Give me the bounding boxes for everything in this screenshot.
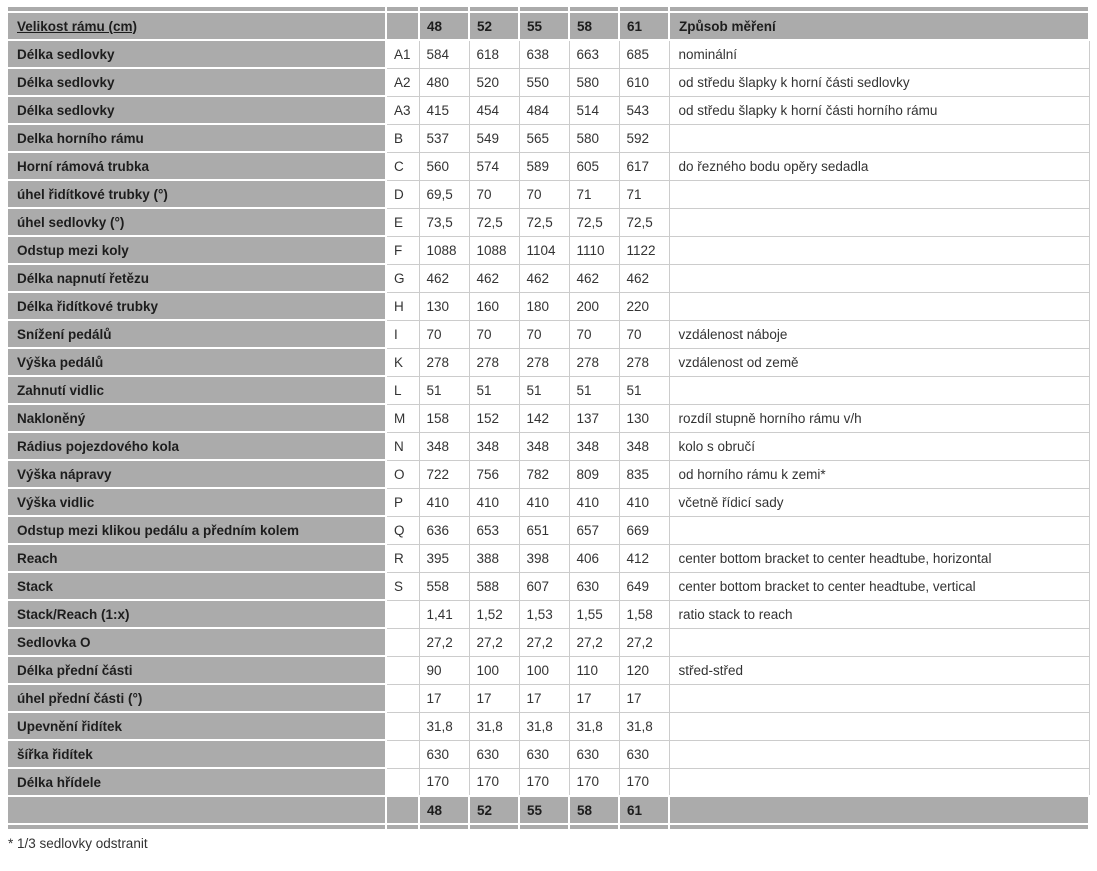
row-value: 1104 — [519, 236, 569, 264]
row-value: 90 — [419, 656, 469, 684]
header-size-48: 48 — [419, 12, 469, 40]
table-row — [7, 376, 1089, 404]
row-method: od středu šlapky k horní části horního rámu — [669, 96, 1089, 124]
row-value: 663 — [569, 40, 619, 68]
row-value: 550 — [519, 68, 569, 96]
row-value: 130 — [419, 292, 469, 320]
header-size-52: 52 — [469, 12, 519, 40]
table-row — [7, 348, 1089, 376]
row-letter: A2 — [386, 68, 419, 96]
row-letter: O — [386, 460, 419, 488]
row-letter — [386, 684, 419, 712]
row-value: 170 — [519, 768, 569, 796]
row-value: 220 — [619, 292, 669, 320]
row-value: 51 — [569, 376, 619, 404]
footer-size-48: 48 — [419, 796, 469, 824]
strip-cell — [419, 824, 469, 830]
row-letter: I — [386, 320, 419, 348]
row-value: 537 — [419, 124, 469, 152]
row-method: center bottom bracket to center headtube, horizontal — [669, 544, 1089, 572]
row-value: 51 — [469, 376, 519, 404]
header-method-label: Způsob měření — [669, 12, 1089, 40]
row-value: 669 — [619, 516, 669, 544]
row-value: 152 — [469, 404, 519, 432]
row-value: 484 — [519, 96, 569, 124]
row-value: 348 — [419, 432, 469, 460]
row-value: 722 — [419, 460, 469, 488]
row-value: 630 — [569, 572, 619, 600]
table-body — [7, 40, 1089, 796]
row-value: 1088 — [469, 236, 519, 264]
row-label: Sedlovka O — [7, 628, 386, 656]
row-value: 27,2 — [569, 628, 619, 656]
row-letter: R — [386, 544, 419, 572]
row-value: 17 — [519, 684, 569, 712]
row-letter — [386, 600, 419, 628]
table-row — [7, 684, 1089, 712]
row-value: 348 — [519, 432, 569, 460]
strip-cell — [469, 824, 519, 830]
row-value: 17 — [619, 684, 669, 712]
row-value: 480 — [419, 68, 469, 96]
row-value: 454 — [469, 96, 519, 124]
row-value: 580 — [569, 68, 619, 96]
row-method: od horního rámu k zemi* — [669, 460, 1089, 488]
footnote: * 1/3 sedlovky odstranit — [8, 836, 148, 851]
row-value: 782 — [519, 460, 569, 488]
row-method: rozdíl stupně horního rámu v/h — [669, 404, 1089, 432]
footer-label-cell — [7, 796, 386, 824]
row-value: 657 — [569, 516, 619, 544]
row-value: 31,8 — [519, 712, 569, 740]
row-method — [669, 768, 1089, 796]
row-value: 51 — [419, 376, 469, 404]
row-letter: K — [386, 348, 419, 376]
row-label: Reach — [7, 544, 386, 572]
header-letter-cell — [386, 12, 419, 40]
header-size-61: 61 — [619, 12, 669, 40]
row-method: od středu šlapky k horní části sedlovky — [669, 68, 1089, 96]
row-label: Horní rámová trubka — [7, 152, 386, 180]
row-value: 160 — [469, 292, 519, 320]
row-value: 462 — [569, 264, 619, 292]
row-method: do řezného bodu opěry sedadla — [669, 152, 1089, 180]
strip-cell — [669, 824, 1089, 830]
table-row — [7, 628, 1089, 656]
row-value: 1088 — [419, 236, 469, 264]
strip-cell — [569, 824, 619, 830]
row-method: vzdálenost náboje — [669, 320, 1089, 348]
row-value: 72,5 — [519, 208, 569, 236]
row-letter: A3 — [386, 96, 419, 124]
row-value: 69,5 — [419, 180, 469, 208]
row-letter — [386, 768, 419, 796]
footer-row — [7, 796, 1089, 824]
row-value: 412 — [619, 544, 669, 572]
row-letter: L — [386, 376, 419, 404]
row-label: Délka sedlovky — [7, 68, 386, 96]
header-frame-size-label: Velikost rámu (cm) — [7, 12, 386, 40]
row-method — [669, 740, 1089, 768]
row-value: 72,5 — [569, 208, 619, 236]
row-value: 607 — [519, 572, 569, 600]
row-value: 565 — [519, 124, 569, 152]
row-label: Stack — [7, 572, 386, 600]
row-value: 158 — [419, 404, 469, 432]
row-value: 348 — [619, 432, 669, 460]
row-value: 170 — [419, 768, 469, 796]
row-letter: H — [386, 292, 419, 320]
row-value: 142 — [519, 404, 569, 432]
row-method — [669, 712, 1089, 740]
footer-size-52: 52 — [469, 796, 519, 824]
row-value: 589 — [519, 152, 569, 180]
row-letter — [386, 628, 419, 656]
table-row — [7, 516, 1089, 544]
table-row — [7, 460, 1089, 488]
table-row — [7, 264, 1089, 292]
row-label: Odstup mezi klikou pedálu a předním kolem — [7, 516, 386, 544]
row-value: 278 — [469, 348, 519, 376]
row-method: včetně řídicí sady — [669, 488, 1089, 516]
row-label: Nakloněný — [7, 404, 386, 432]
row-value: 835 — [619, 460, 669, 488]
row-value: 630 — [619, 740, 669, 768]
row-label: Délka hřídele — [7, 768, 386, 796]
row-letter: E — [386, 208, 419, 236]
row-label: Rádius pojezdového kola — [7, 432, 386, 460]
table-row — [7, 68, 1089, 96]
row-label: Zahnutí vidlic — [7, 376, 386, 404]
footer-letter-cell — [386, 796, 419, 824]
row-label: úhel řidítkové trubky (°) — [7, 180, 386, 208]
row-value: 1,52 — [469, 600, 519, 628]
row-label: Délka přední části — [7, 656, 386, 684]
header-size-58: 58 — [569, 12, 619, 40]
table-row — [7, 96, 1089, 124]
row-value: 278 — [619, 348, 669, 376]
row-value: 71 — [619, 180, 669, 208]
row-value: 592 — [619, 124, 669, 152]
row-value: 584 — [419, 40, 469, 68]
row-value: 1110 — [569, 236, 619, 264]
row-value: 685 — [619, 40, 669, 68]
row-value: 170 — [469, 768, 519, 796]
row-value: 462 — [469, 264, 519, 292]
table-row — [7, 180, 1089, 208]
row-value: 348 — [569, 432, 619, 460]
row-value: 388 — [469, 544, 519, 572]
row-value: 1,58 — [619, 600, 669, 628]
row-value: 278 — [519, 348, 569, 376]
row-value: 51 — [519, 376, 569, 404]
row-value: 27,2 — [519, 628, 569, 656]
row-method: střed-střed — [669, 656, 1089, 684]
row-value: 130 — [619, 404, 669, 432]
row-value: 27,2 — [469, 628, 519, 656]
table-row — [7, 208, 1089, 236]
row-value: 51 — [619, 376, 669, 404]
strip-cell — [7, 824, 386, 830]
bottom-strip-row — [7, 824, 1089, 830]
row-label: Výška pedálů — [7, 348, 386, 376]
row-value: 406 — [569, 544, 619, 572]
row-value: 17 — [469, 684, 519, 712]
table-row — [7, 152, 1089, 180]
row-value: 100 — [469, 656, 519, 684]
table-row — [7, 544, 1089, 572]
row-label: Délka napnutí řetězu — [7, 264, 386, 292]
row-value: 1122 — [619, 236, 669, 264]
row-value: 462 — [519, 264, 569, 292]
footer-size-55: 55 — [519, 796, 569, 824]
table-row — [7, 488, 1089, 516]
row-value: 180 — [519, 292, 569, 320]
row-value: 462 — [619, 264, 669, 292]
row-letter: F — [386, 236, 419, 264]
row-value: 170 — [619, 768, 669, 796]
row-letter: P — [386, 488, 419, 516]
row-value: 70 — [519, 180, 569, 208]
row-label: Upevnění řidítek — [7, 712, 386, 740]
strip-cell — [619, 824, 669, 830]
row-value: 410 — [519, 488, 569, 516]
table-row — [7, 432, 1089, 460]
row-value: 617 — [619, 152, 669, 180]
row-value: 278 — [569, 348, 619, 376]
row-method: center bottom bracket to center headtube, vertical — [669, 572, 1089, 600]
row-label: Délka řidítkové trubky — [7, 292, 386, 320]
row-method: ratio stack to reach — [669, 600, 1089, 628]
header-row — [7, 12, 1089, 40]
row-value: 17 — [419, 684, 469, 712]
row-letter — [386, 656, 419, 684]
row-value: 610 — [619, 68, 669, 96]
row-value: 1,53 — [519, 600, 569, 628]
strip-cell — [386, 824, 419, 830]
row-value: 636 — [419, 516, 469, 544]
table-row — [7, 320, 1089, 348]
row-value: 588 — [469, 572, 519, 600]
footer-size-58: 58 — [569, 796, 619, 824]
row-method — [669, 516, 1089, 544]
table-row — [7, 404, 1089, 432]
row-value: 70 — [619, 320, 669, 348]
row-value: 549 — [469, 124, 519, 152]
row-value: 72,5 — [469, 208, 519, 236]
geometry-table — [6, 5, 1090, 831]
row-value: 415 — [419, 96, 469, 124]
footer-method-cell — [669, 796, 1089, 824]
table-foot — [7, 796, 1089, 830]
row-value: 120 — [619, 656, 669, 684]
row-label: úhel přední části (°) — [7, 684, 386, 712]
row-value: 410 — [619, 488, 669, 516]
row-value: 70 — [469, 180, 519, 208]
row-label: Odstup mezi koly — [7, 236, 386, 264]
row-value: 137 — [569, 404, 619, 432]
footer-size-61: 61 — [619, 796, 669, 824]
row-method: nominální — [669, 40, 1089, 68]
row-value: 1,55 — [569, 600, 619, 628]
table-row — [7, 292, 1089, 320]
row-value: 31,8 — [569, 712, 619, 740]
row-label: úhel sedlovky (°) — [7, 208, 386, 236]
table-head — [7, 6, 1089, 40]
row-letter — [386, 740, 419, 768]
row-value: 278 — [419, 348, 469, 376]
row-value: 630 — [419, 740, 469, 768]
table-row — [7, 124, 1089, 152]
row-label: Délka sedlovky — [7, 40, 386, 68]
row-value: 70 — [569, 320, 619, 348]
row-method — [669, 684, 1089, 712]
table-row — [7, 600, 1089, 628]
row-value: 31,8 — [619, 712, 669, 740]
row-value: 70 — [419, 320, 469, 348]
row-value: 543 — [619, 96, 669, 124]
row-letter: A1 — [386, 40, 419, 68]
row-value: 630 — [519, 740, 569, 768]
row-value: 110 — [569, 656, 619, 684]
row-letter: Q — [386, 516, 419, 544]
table-row — [7, 740, 1089, 768]
row-label: Snížení pedálů — [7, 320, 386, 348]
row-label: Výška nápravy — [7, 460, 386, 488]
row-value: 809 — [569, 460, 619, 488]
row-value: 398 — [519, 544, 569, 572]
row-value: 520 — [469, 68, 519, 96]
row-value: 395 — [419, 544, 469, 572]
table-row — [7, 236, 1089, 264]
row-letter: C — [386, 152, 419, 180]
row-value: 574 — [469, 152, 519, 180]
strip-cell — [519, 824, 569, 830]
row-value: 462 — [419, 264, 469, 292]
row-value: 410 — [469, 488, 519, 516]
row-method — [669, 180, 1089, 208]
row-letter: M — [386, 404, 419, 432]
row-label: Delka horního rámu — [7, 124, 386, 152]
row-value: 580 — [569, 124, 619, 152]
table-row — [7, 40, 1089, 68]
row-label: Stack/Reach (1:x) — [7, 600, 386, 628]
row-value: 605 — [569, 152, 619, 180]
row-value: 31,8 — [469, 712, 519, 740]
row-value: 27,2 — [419, 628, 469, 656]
row-value: 70 — [519, 320, 569, 348]
table-row — [7, 656, 1089, 684]
row-value: 170 — [569, 768, 619, 796]
row-value: 651 — [519, 516, 569, 544]
row-letter: S — [386, 572, 419, 600]
row-letter: G — [386, 264, 419, 292]
row-value: 630 — [569, 740, 619, 768]
row-method: vzdálenost od země — [669, 348, 1089, 376]
row-value: 410 — [419, 488, 469, 516]
row-value: 618 — [469, 40, 519, 68]
row-value: 71 — [569, 180, 619, 208]
row-value: 200 — [569, 292, 619, 320]
row-value: 1,41 — [419, 600, 469, 628]
row-letter: N — [386, 432, 419, 460]
row-letter: B — [386, 124, 419, 152]
row-value: 558 — [419, 572, 469, 600]
row-value: 410 — [569, 488, 619, 516]
row-method — [669, 376, 1089, 404]
row-value: 638 — [519, 40, 569, 68]
row-method: kolo s obručí — [669, 432, 1089, 460]
row-value: 27,2 — [619, 628, 669, 656]
row-letter: D — [386, 180, 419, 208]
row-value: 653 — [469, 516, 519, 544]
row-value: 31,8 — [419, 712, 469, 740]
table-row — [7, 712, 1089, 740]
row-method — [669, 628, 1089, 656]
row-label: Délka sedlovky — [7, 96, 386, 124]
row-method — [669, 292, 1089, 320]
row-label: šířka řidítek — [7, 740, 386, 768]
row-value: 17 — [569, 684, 619, 712]
row-value: 514 — [569, 96, 619, 124]
row-value: 73,5 — [419, 208, 469, 236]
row-value: 72,5 — [619, 208, 669, 236]
row-value: 70 — [469, 320, 519, 348]
row-value: 630 — [469, 740, 519, 768]
header-size-55: 55 — [519, 12, 569, 40]
table-row — [7, 768, 1089, 796]
row-method — [669, 208, 1089, 236]
row-method — [669, 264, 1089, 292]
table-row — [7, 572, 1089, 600]
row-letter — [386, 712, 419, 740]
row-label: Výška vidlic — [7, 488, 386, 516]
row-value: 756 — [469, 460, 519, 488]
row-value: 560 — [419, 152, 469, 180]
row-value: 348 — [469, 432, 519, 460]
row-method — [669, 236, 1089, 264]
row-value: 649 — [619, 572, 669, 600]
row-value: 100 — [519, 656, 569, 684]
row-method — [669, 124, 1089, 152]
